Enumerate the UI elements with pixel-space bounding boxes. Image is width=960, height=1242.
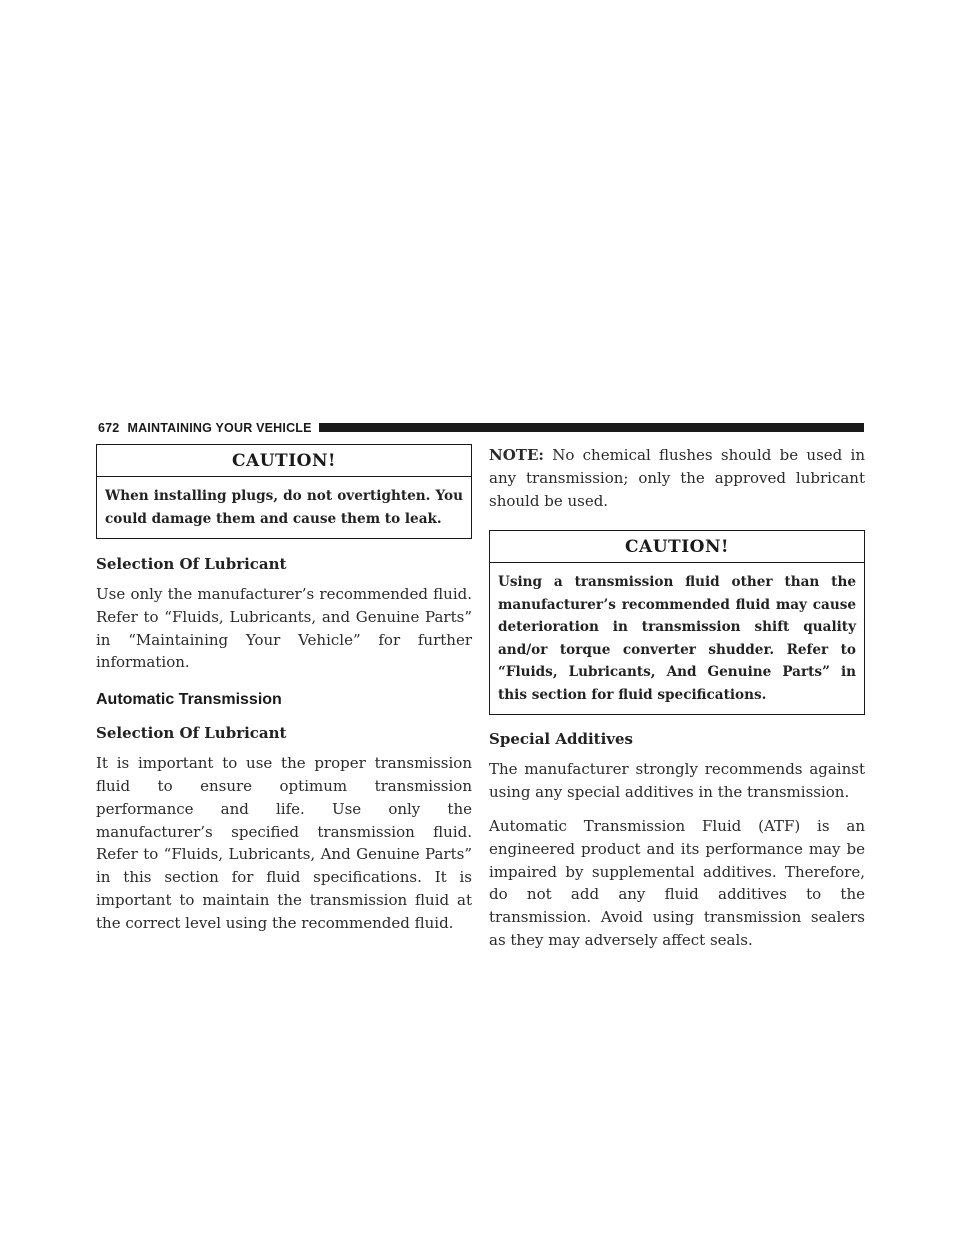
right-column	[489, 444, 865, 952]
caution-text: When installing plugs, do not overtighten. You could damage them and cause them to leak.	[105, 488, 463, 527]
note-paragraph	[489, 444, 865, 512]
subheading-selection-of-lubricant-atf: Selection Of Lubricant	[96, 724, 287, 743]
caution-text: Using a transmission fluid other than the manufacturer’s recommended fluid may cause deterioration in transmission shift quality and/or torque converter shudder. Refer to “Fluids, Lubricants, And Genuine Parts” in this section for fluid specifications.	[498, 574, 856, 703]
page-header	[98, 418, 864, 438]
caution-box-transmission-fluid	[489, 530, 865, 715]
section-heading-automatic-transmission: Automatic Transmission	[96, 691, 282, 709]
caution-box-plugs	[96, 444, 472, 539]
chapter-title: MAINTAINING YOUR VEHICLE	[127, 421, 312, 435]
note-text: No chemical flushes should be used in any transmission; only the approved lubricant should be used.	[489, 446, 865, 510]
paragraph-proper-transmission-fluid: It is important to use the proper transmission fluid to ensure optimum transmission performance and life. Use only the manufacturer’s specified transmission fluid. Refer to “Fluids, Lubricants, And Genuine Parts” in this section for fluid specifications. It is important to maintain the transmission fluid at the correct level using the recommended fluid.	[96, 754, 472, 932]
header-rule	[319, 423, 864, 432]
note-label: NOTE:	[489, 446, 544, 464]
paragraph-recommended-fluid: Use only the manufacturer’s recommended fluid. Refer to “Fluids, Lubricants, and Genuine Parts” in “Maintaining Your Vehicle” for further information.	[96, 585, 472, 672]
caution-title: CAUTION!	[490, 531, 864, 563]
paragraph-against-additives: The manufacturer strongly recommends against using any special additives in the transmission.	[489, 760, 865, 802]
subheading-special-additives: Special Additives	[489, 730, 633, 749]
left-column	[96, 444, 472, 935]
paragraph-atf-engineered: Automatic Transmission Fluid (ATF) is an engineered product and its performance may be impaired by supplemental additives. Therefore, do not add any fluid additives to the transmission. Avoid using transmission sealers as they may adversely affect seals.	[489, 816, 865, 949]
page-number: 672	[98, 421, 120, 435]
subheading-selection-of-lubricant: Selection Of Lubricant	[96, 555, 287, 573]
caution-title: CAUTION!	[97, 445, 471, 477]
